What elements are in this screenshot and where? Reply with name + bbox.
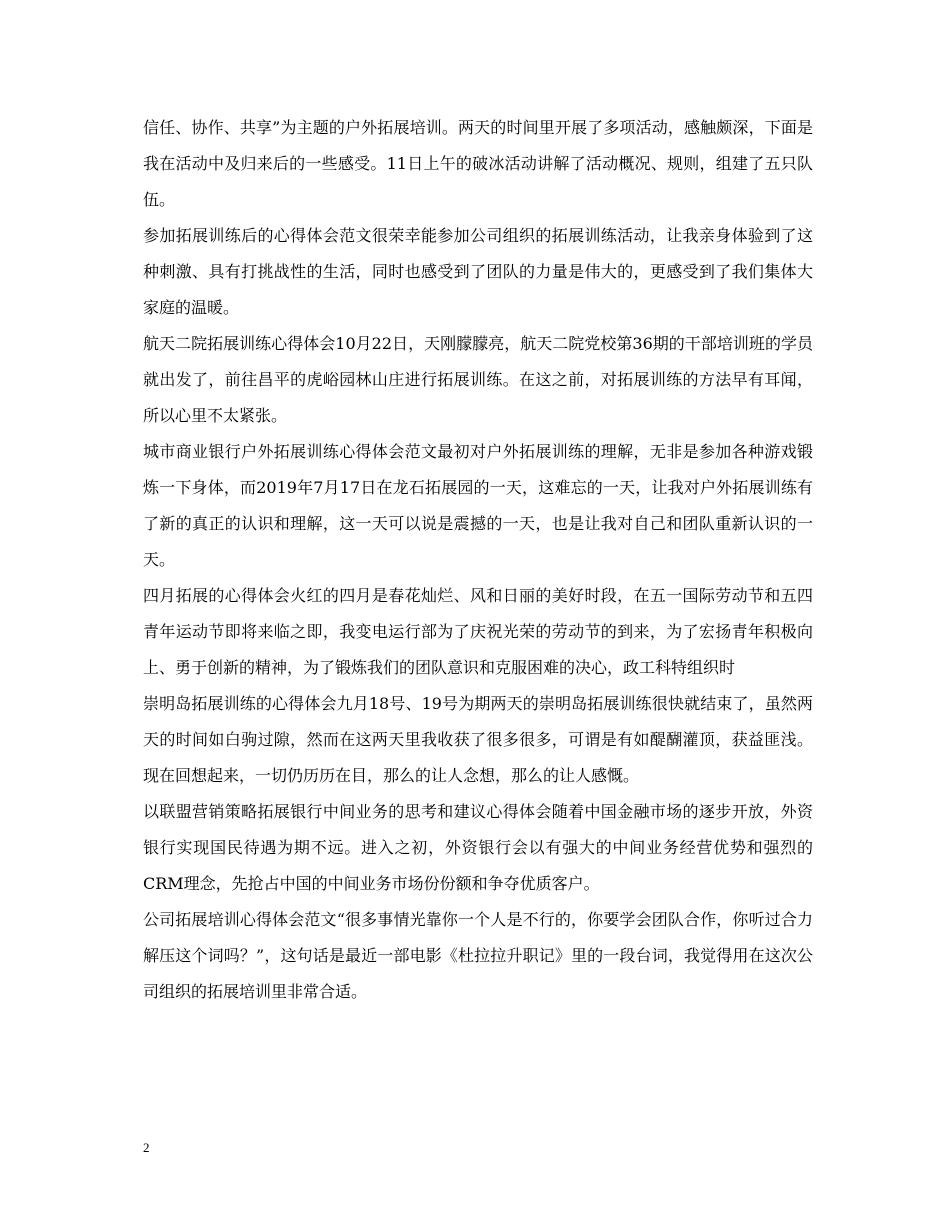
paragraph-3: 航天二院拓展训练心得体会10月22日，天刚朦朦亮，航天二院党校第36期的干部培训班的学员就出发了，前往昌平的虎峪园林山庄进行拓展训练。在这之前，对拓展训练的方法早有耳闻，所以心里不太紧张。	[143, 334, 813, 425]
paragraph-1: 信任、协作、共享”为主题的户外拓展培训。两天的时间里开展了多项活动，感触颇深，下面是我在活动中及归来后的一些感受。11日上午的破冰活动讲解了活动概况、规则，组建了五只队伍。	[143, 118, 813, 209]
paragraph-7: 以联盟营销策略拓展银行中间业务的思考和建议心得体会随着中国金融市场的逐步开放，外资银行实现国民待遇为期不远。进入之初，外资银行会以有强大的中间业务经营优势和强烈的CRM理念，先抢占中国的中间业务市场份份额和争夺优质客户。	[143, 802, 813, 893]
body-text	[143, 110, 813, 1010]
paragraph-4: 城市商业银行户外拓展训练心得体会范文最初对户外拓展训练的理解，无非是参加各种游戏锻炼一下身体，而2019年7月17日在龙石拓展园的一天，这难忘的一天，让我对户外拓展训练有了新的真正的认识和理解，这一天可以说是震撼的一天，也是让我对自己和团队重新认识的一天。	[143, 442, 813, 569]
paragraph-8: 公司拓展培训心得体会范文“很多事情光靠你一个人是不行的，你要学会团队合作，你听过合力解压这个词吗？”，这句话是最近一部电影《杜拉拉升职记》里的一段台词，我觉得用在这次公司组织的拓展培训里非常合适。	[143, 910, 813, 1001]
paragraph-2: 参加拓展训练后的心得体会范文很荣幸能参加公司组织的拓展训练活动，让我亲身体验到了这种刺激、具有打挑战性的生活，同时也感受到了团队的力量是伟大的，更感受到了我们集体大家庭的温暖。	[143, 226, 813, 317]
paragraph-6: 崇明岛拓展训练的心得体会九月18号、19号为期两天的崇明岛拓展训练很快就结束了，虽然两天的时间如白驹过隙，然而在这两天里我收获了很多很多，可谓是有如醍醐灌顶，获益匪浅。现在回想起来，一切仍历历在目，那么的让人念想，那么的让人感慨。	[143, 694, 813, 785]
paragraph-5: 四月拓展的心得体会火红的四月是春花灿烂、风和日丽的美好时段，在五一国际劳动节和五四青年运动节即将来临之即，我变电运行部为了庆祝光荣的劳动节的到来，为了宏扬青年积极向上、勇于创新的精神，为了锻炼我们的团队意识和克服困难的决心，政工科特组织时	[143, 586, 813, 677]
page-number: 2	[143, 1140, 150, 1155]
